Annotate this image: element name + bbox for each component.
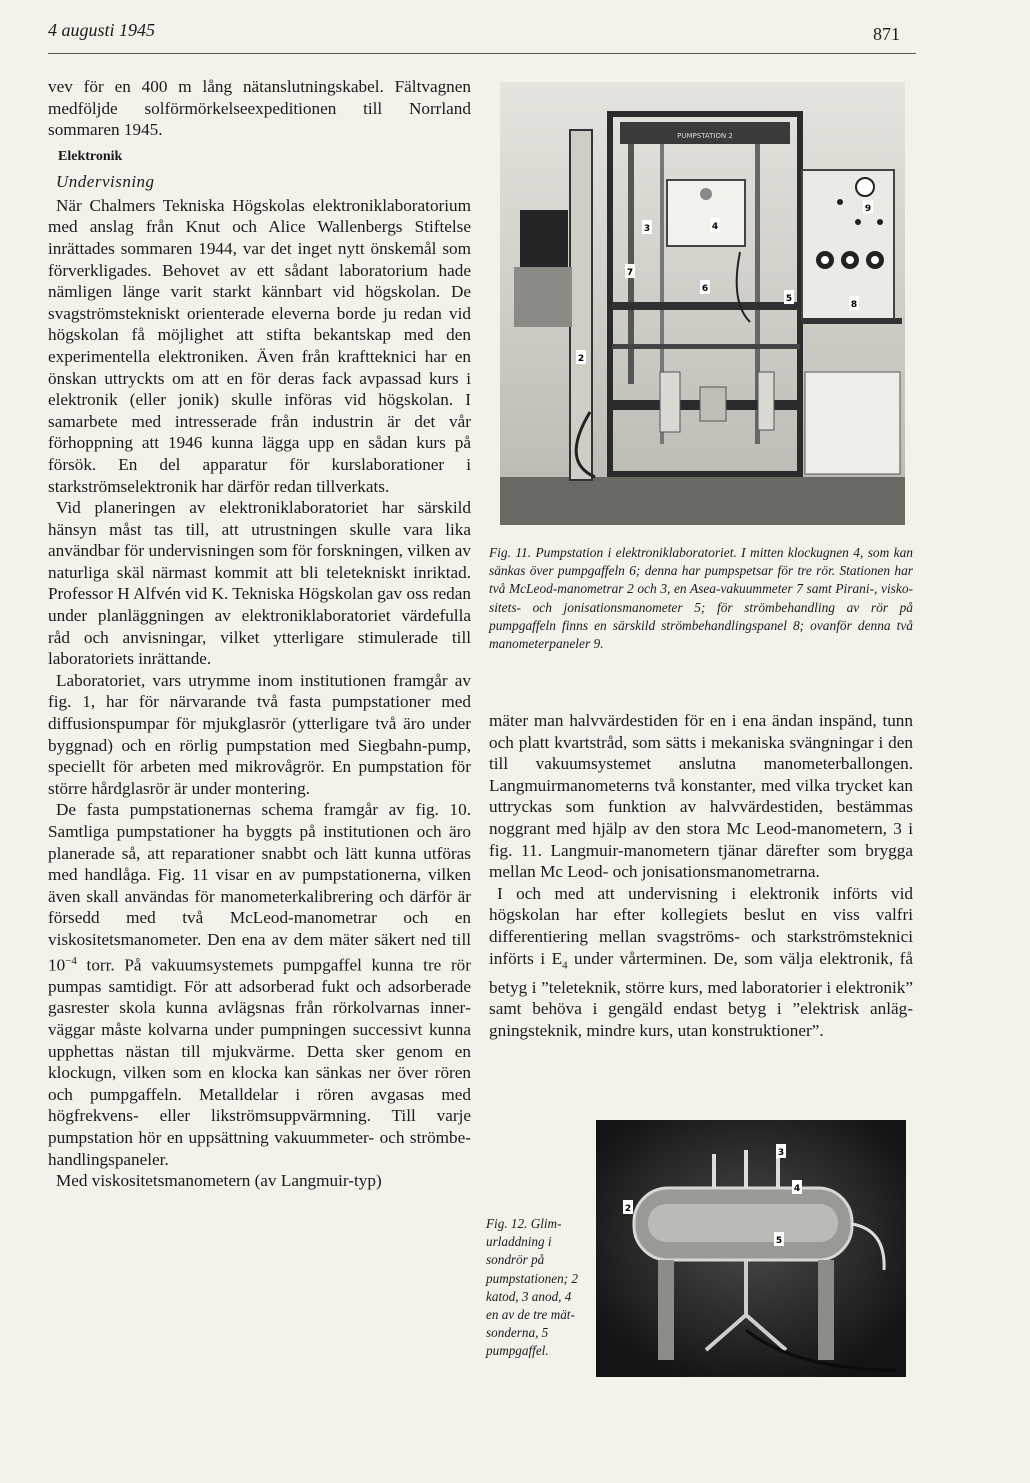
paragraph-text: De fasta pumpstationernas schema framgår av fig. 10. Samtliga pumpstationer ha byggts på institutionen och äro planerade så, att reparationer snabbt och lätt kunna utföras med handlåga. Fig. 11 visar en av pumpstationerna, vilken även skall användas för manometerkalibrering och därför är försedd med två McLeod-manometrar och en viskositetsmanometer. Den ena av dem mäter säkert ned till 10 [48, 800, 471, 975]
marker-2: 2 [624, 1204, 632, 1214]
sondror-illustration [596, 1120, 906, 1377]
exponent: −4 [65, 954, 77, 967]
marker-8: 8 [850, 300, 858, 310]
marker-4: 4 [793, 1184, 801, 1194]
marker-7: 7 [626, 268, 634, 278]
section-heading: Elektronik [58, 148, 123, 164]
paragraph: Laboratoriet, vars utrymme inom institutionen framgår av fig. 1, har för närvarande två fasta pumpstationer med diffusionspumpar för mjukglasrör (ytterligare två äro under byggnad) och en rörlig pumpstation med Siegbahn-pump, speciellt för arbeten med mikrovågrör. En pumpstation för större hårdglasrör är under montering. [48, 670, 471, 798]
subheading: Undervisning [56, 171, 155, 191]
header-rule [48, 53, 916, 54]
figure-11-photo [500, 82, 905, 525]
figure-11-caption: Fig. 11. Pumpstation i elektroniklaboratoriet. I mitten klockugnen 4, som kan sänkas över pumpgaffeln 6; denna har pumpspetsar för tre rör. Stationen har två McLeod-manometrar 2 och 3, en Asea-vakuummeter 7 samt Pirani-, viskositets- och jonisationsmanometer 5; för strömbehandling av rör på pumpgaffeln finns en särskild strömbehandlingspanel 8; ovanför denna två manometerpaneler 9. [489, 545, 913, 652]
page-number: 871 [873, 24, 900, 44]
paragraph-text: I och med att undervisning i elektronik införts vid högskolan har efter kollegiets beslut en viss valfri differentiering mellan svagströms- och starkströmsteknici införts i E [489, 883, 913, 968]
paragraph-text: under vårterminen. De, som välja elektronik, få betyg i ”teleteknik, större kurs, med laboratorier i elektronik” samt behöva i gengäld endast betyg i ”elektrisk anläggningsteknik, mindre kurs, utan konstruktioner”. [489, 948, 913, 1040]
paragraph [48, 799, 471, 1170]
marker-5: 5 [785, 294, 793, 304]
marker-2: 2 [577, 354, 585, 364]
left-column [48, 76, 471, 1192]
marker-4: 4 [711, 222, 719, 232]
right-column [489, 710, 913, 1041]
marker-6: 6 [701, 284, 709, 294]
station-label: PUMPSTATION 2 [677, 132, 733, 140]
paragraph [489, 883, 913, 1042]
paragraph-continued: vev för en 400 m lång nätanslutningskabel. Fältvagnen medföljde solförmörkelseexpeditionen till Norrland sommaren 1945. [48, 77, 471, 140]
marker-9: 9 [864, 204, 872, 214]
paragraph: Med viskositetsmanometern (av Langmuir-typ) [56, 1171, 382, 1191]
paragraph: Vid planeringen av elektroniklaboratoriet har särskild hänsyn måst tas till, att utrustningen skulle vara lika användbar för undervisningen som för forskningen, vilken av naturliga skäl närmast kommit att bli teletekniskt inriktad. Professor H Alfvén vid K. Tekniska Högskolan gav oss redan under planläggningen av elektroniklaboratoriet värdefulla råd och anvisningar, vilket ytterligare stimulerade till laboratoriets inrättande. [48, 498, 471, 669]
paragraph: När Chalmers Tekniska Högskolas elektroniklaboratorium med anslag från Knut och Alice Wallenbergs Stiftelse inrättades sommaren 1944, var det inget nytt önskemål som förverkligades. Behovet av ett sådant laboratorium hade nämligen länge varit starkt kännbart vid högskolan. De svagströmstekniskt orienterade eleverna borde ju redan vid högskolan få möjlighet att stifta bekantskap med den experimentella elektroniken. Även från kraftteknici har en önskan uttryckts om att en för deras fack avpassad kurs i elektronik (eller jonik) skulle införas vid högskolan. I samarbete med intresserade från industrin är det vår förhoppning att 1946 kunna lägga upp en sådan kurs på försök. En del apparatur för kurslaborationer i starkströmselektronik har därför redan tillverkats. [48, 195, 471, 496]
paragraph-continued: mäter man halvvärdestiden för en i ena ändan inspänd, tunn och platt kvartstråd, som sätts i mekaniska svängningar i den till vakuumsystemet anslutna manometerballongen. Langmuirmanometerns två konstanter, med vilka trycket kan uttryckas som funktion av halvvärdestiden, bestämmas noggrant med hjälp av den stora Mc Leod-manometern, 3 i fig. 11. Langmuir-manometern tjänar därefter som brygga mellan Mc Leod- och jonisationsmanometrarna. [489, 711, 913, 882]
marker-3: 3 [643, 224, 651, 234]
figure-12-photo [596, 1120, 906, 1377]
header-date: 4 augusti 1945 [48, 20, 156, 40]
pump-station-illustration [500, 82, 905, 525]
figure-12-caption: Fig. 12. Glimurladdning i sondrör på pumpstationen; 2 katod, 3 anod, 4 en av de tre mätsonderna, 5 pumpgaffel. [486, 1216, 578, 1359]
marker-3: 3 [777, 1148, 785, 1158]
paragraph-text: torr. På vakuumsystemets pumpgaffel kunna tre rör pumpas samtidigt. För att adsorberad fukt och adsorberade gasrester skola kunna avlägsnas från rörkolvarnas innerväggar måste kolvarna under pumpningen successivt kunna upphettas nästan till mjukvärme. Detta sker genom en klockugn, vilken som en klocka kan sänkas ner över rören och pumpgaffeln. Metalldelar i rören avgasas med högfrekvens- eller likströmsuppvärmning. Till varje pumpstation hör en uppsättning vakuummeter- och strömbehandlingspaneler. [48, 955, 471, 1169]
subscript: 4 [562, 958, 568, 971]
marker-5: 5 [775, 1236, 783, 1246]
